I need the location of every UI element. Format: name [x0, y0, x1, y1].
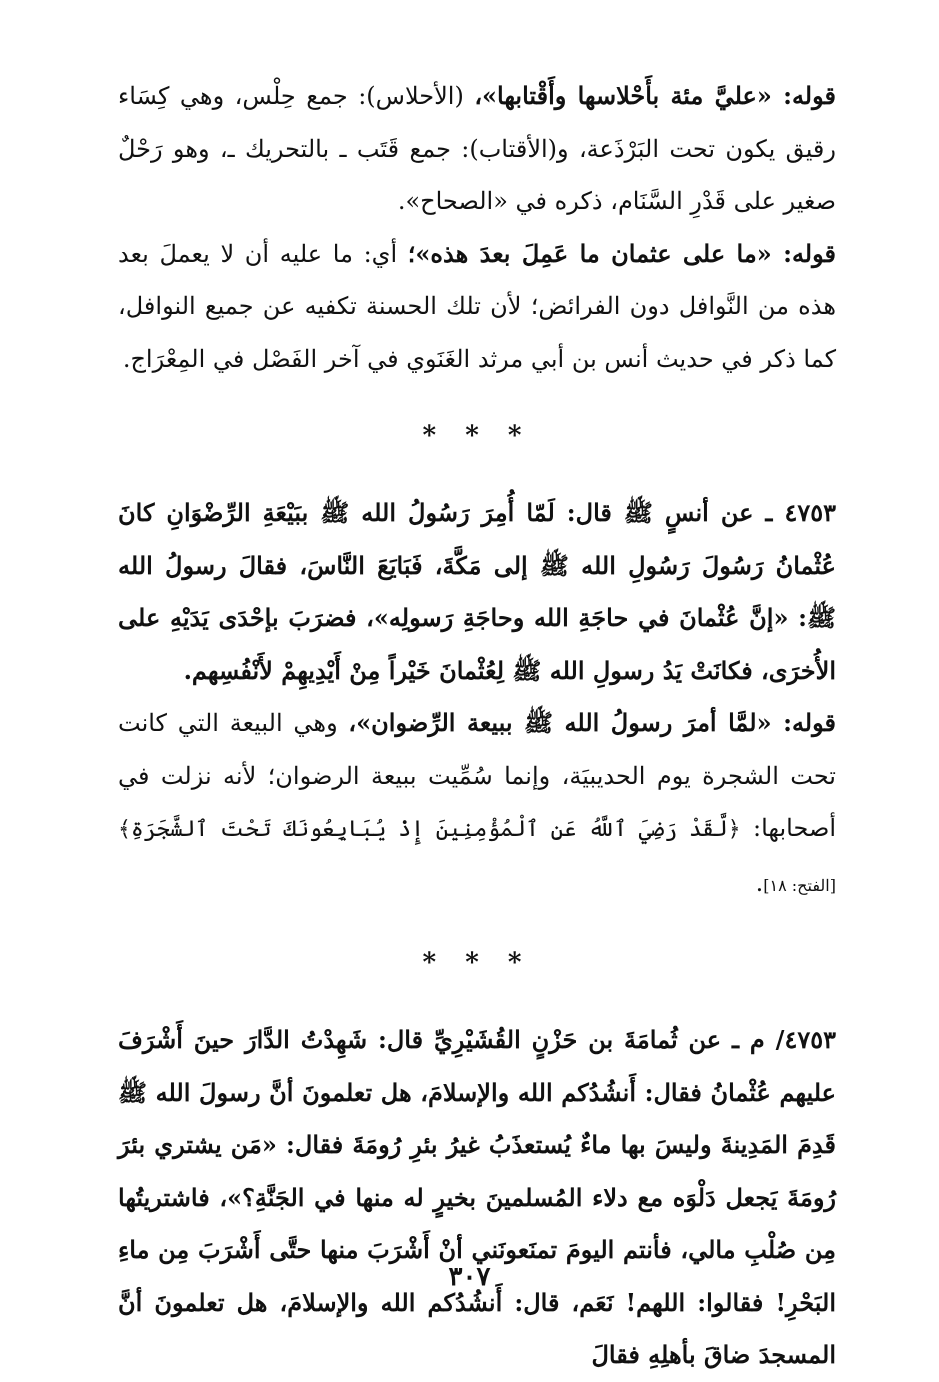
- commentary-paragraph-ridwan: [118, 697, 836, 912]
- quran-verse: ﴿لَّقَدْ رَضِيَ ٱللَّهُ عَنِ ٱلْمُؤْمِنِينَ إِذْ يُبَايِعُونَكَ تَحْتَ ٱلشَّجَرَةِ﴾: [118, 817, 741, 842]
- explanation-text: أي: ما عليه أن لا يعملَ بعد هذه من النَّوافل دون الفرائض؛ لأن تلك الحسنة تكفيه عن جميع النوافل، كما ذكر في حديث أنس بن أبي مرثد الغَنَوي في آخر الفَصْل في المِعْرَاج.: [118, 239, 836, 373]
- verse-reference: [الفتح: ١٨]: [763, 875, 836, 895]
- quoted-phrase: قوله: «عليَّ مئة بأَحْلاسها وأَقْتابها»،: [474, 81, 836, 110]
- hadith-4753: ٤٧٥٣ ـ عن أنسٍ ﷺ قال: لَمّا أُمِرَ رَسُولُ الله ﷺ ببَيْعَةِ الرِّضْوَانِ كانَ عُثْمانُ رَسُولَ رَسُولِ الله ﷺ إلى مَكَّةَ، فَبَايَعَ النَّاسَ، فقالَ رسولُ الله ﷺ: «إنَّ عُثْمانَ في حاجَةِ الله وحاجَةِ رَسولِه»، فضرَبَ بإحْدَى يَدَيْهِ على الأُخرَى، فكانَتْ يَدُ رسولِ الله ﷺ لِعُثْمانَ خَيْراً مِنْ أَيْدِيهِمْ لأَنْفُسِهم.: [118, 498, 836, 685]
- end-mark: .: [755, 868, 764, 897]
- hadith-4753-m: ٤٧٥٣/ م ـ عن ثُمامَةَ بن حَزْنٍ القُشَيْرِيِّ قال: شَهِدْتُ الدَّارَ حينَ أَشْرَفَ عليهم عُثْمانُ فقال: أَنشُدُكم الله والإسلامَ، هل تعلمونَ أنَّ رسولَ الله ﷺ قَدِمَ المَدِينةَ وليسَ بها ماءٌ يُستعذَبُ غيرُ بئرِ رُومَةَ فقال: «مَن يشتري بئرَ رُومَةَ يَجعل دَلْوَه مع دلاء المُسلمينَ بخيرٍ له منها في الجَنَّةِ؟»، فاشتريتُها مِن صُلْبِ مالي، فأنتم اليومَ تمنَعونَني أنْ أَشْرَبَ منها حتَّى أَشْرَبَ مِن ماءِ البَحْرِ! فقالوا: اللهم! نَعَم، قال: أَنشُدُكم الله والإسلامَ، هل تعلمونَ أنَّ المسجدَ ضاقَ بأهلِهِ فقالَ: [118, 1025, 837, 1369]
- commentary-paragraph-uthman: [118, 228, 836, 386]
- page-number: ٣٠٧: [448, 1262, 491, 1292]
- quoted-phrase: قوله: «ما على عثمان ما عَمِلَ بعدَ هذه»؛: [407, 238, 836, 268]
- section-separator: * * *: [422, 421, 532, 451]
- section-separator: * * *: [422, 948, 532, 978]
- commentary-paragraph-ahlas: [118, 70, 836, 228]
- page-body: [118, 70, 836, 1382]
- quoted-phrase: قوله: «لمَّا أمرَ رسولُ الله ﷺ ببيعة الرِّضوان»،: [348, 708, 836, 737]
- explanation-text: وهي البيعة التي كانت تحت الشجرة يوم الحديبيَة، وإنما سُمِّيت ببيعة الرضوان؛ لأنه نزلت في أصحابها:: [118, 709, 836, 842]
- explanation-text: (الأحلاس): جمع حِلْس، وهي كِسَاء رقيق يكون تحت البَرْذَعة، و(الأقتاب): جمع قَتَب ـ بالتحريك ـ، وهو رَحْلٌ صغير على قَدْرِ السَّنَام، ذكره في «الصحاح».: [118, 82, 836, 215]
